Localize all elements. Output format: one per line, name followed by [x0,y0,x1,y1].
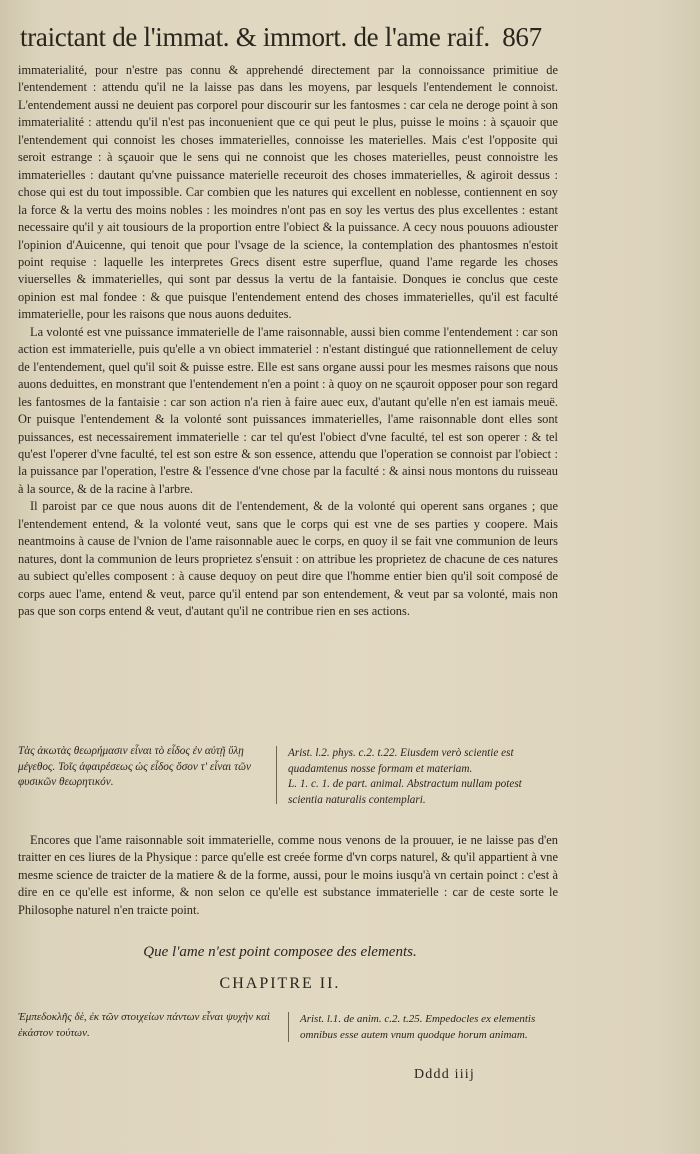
latin-citation: Arist. l.1. de anim. c.2. t.25. Empedocles ex elementis omnibus esse autem vnum quodque horum animam. [300,1013,536,1041]
chapter-heading: CHAPITRE II. [219,975,341,992]
latin-citations [288,746,558,808]
greek-citation: Ἐμπεδοκλῆς δὲ, ἐκ τῶν στοιχείων πάντων εἶναι ψυχὴν καὶ ἐκάστον τούτων. [18,1011,270,1039]
closing-paragraph [18,832,558,919]
latin-citation: Arist. l.2. phys. c.2. t.22. Eiusdem verò scientie est quadamtenus nosse formam et materiam. [288,747,514,775]
column-divider [276,746,277,804]
column-divider [288,1012,289,1042]
body-paragraph: Encores que l'ame raisonnable soit immaterielle, comme nous venons de la prouuer, ie ne laisse pas d'en traitter en ces liures de la Physique : parce qu'elle est creée forme d'vn corps naturel, & qu'il appartient à vne mesme science de traicter de la matiere & de la forme, aussi, pour le moins iusqu'à vn certain poinct : c'est à dire en ce qu'elle est informe, & non selon ce qu'elle est substance immaterielle : car de ceste sorte le Philosophe naturel n'en traicte point. [18,833,558,917]
marginal-notes-block [18,744,558,824]
page-number: 867 [502,22,542,52]
greek-citation: Τὰς ἀκωτὰς θεωρήμασιν εἶναι τὸ εἶδος ἐν αὐτῇ ὕλῃ μέγεθος. Τοῖς ἀφαιρέσεως ὡς εἶδος ὅσον τ' εἶναι τῶν φυσικῶν θεωρητικόν. [18,745,251,788]
main-text-block [18,62,558,621]
running-title: traictant de l'immat. & immort. de l'ame raif. [20,22,490,52]
signature-mark: Dddd iiij [414,1067,475,1082]
body-paragraph: La volonté est vne puissance immaterielle de l'ame raisonnable, aussi bien comme l'entendement : car son action est immaterielle, puis qu'elle a vn obiect immateriel : n'estant distingué que rationnellement de celuy de l'entendement, quel qu'il soit & puisse estre. Elle est sans organe aussi pour les mesmes raisons que nous auons deduittes, en monstrant que l'entendement n'en a point : à quoy on ne sçauroit opposer pour son regard les fantosmes de la fantaisie : car son action n'a rien à faire auec eux, d'autant qu'elle n'en est iamais meuë. Or puisque l'entendement & la volonté sont puissances immaterielles, l'ame raisonnable dont elles sont puissances, est necessairement immaterielle : car tel qu'est l'obiect d'vne faculté, tel est son operer : & tel qu'est l'operer d'vne faculté, tel est son estre & son essence, attendu que l'operation se connoist par l'obiect : la puissance par l'operation, l'estre & l'essence d'vne chose par la faculté : & ainsi nous montons du ruisseau à la source, & de la racine à l'arbre. [18,324,558,496]
latin-citation: L. 1. c. 1. de part. animal. Abstractum nullam potest scientia naturalis contemplari. [288,778,522,806]
body-paragraph: Il paroist par ce que nous auons dit de l'entendement, & de la volonté qui operent sans organes ; que l'entendement entend, & la volonté veut, sans que le corps qui est vne de ses parties y coopere. Mais neantmoins à cause de l'vnion de l'ame raisonnable auec le corps, en quoy il se fait vne communion de leurs natures, dont la communion de leurs proprietez s'ensuit : on attribue les proprietez de chacune de ces natures au subiect qu'elles composent : à cause dequoy on peut dire que l'homme entier bien qu'il soit composé de corps auec l'ame, entend & veut, parce qu'il entend par son entendement, & veut par sa volonté, mais non pas que son corps entend & veut, d'autant qu'il ne contribue rien en ses actions. [18,499,558,619]
running-header [20,22,660,53]
body-paragraph: immaterialité, pour n'estre pas connu & apprehendé directement par la connoissance primitiue de l'entendement : attendu qu'il ne la laisse pas dans les moyens, par lesquels l'entendement le connoist. L'entendement aussi ne deuient pas corporel pour discourir sur les fantosmes : car cela ne deroge point à son immaterialité : attendu qu'il n'est pas inconuenient que ce qui peut le plus, puisse le moins : à sçauoir que l'entendement qui connoist les choses immaterielles, connoisse les materielles. Mais c'est l'opposite qui seroit estrange : à sçauoir que le sens qui ne connoist que les choses materielles, peust connoistre les immaterielles : dautant qu'vne puissance materielle receuroit des choses immaterielles, & agiroit dessus : chose qui est du tout impossible. Car combien que les natures qui excellent en noblesse, contiennent en soy la force & la vertu des moins nobles : les moindres n'ont pas en soy les vertus des plus excellentes : estant necessaire qu'il y ait tousiours de la proportion entre l'obiect & la puissance. A cecy nous pouuons adiouster l'opinion d'Auicenne, qui tenoit que pour l'vsage de la science, la contemplation des phantosmes n'estoit point requise : laquelle les interpretes Grecs disent estre superflue, quand l'ame regarde les choses viuerselles & immaterielles, qui sont par dessus la vertu de la fantaisie. Donques ie conclus que ceste opinion est mal fondee : & que puisque l'entendement entend des choses immaterielles, qu'il est faculté immaterielle, pour les raisons que nous auons deduites. [18,63,558,322]
section-title: Que l'ame n'est point composee des elements. [143,944,417,960]
marginal-notes-block [18,1010,558,1070]
